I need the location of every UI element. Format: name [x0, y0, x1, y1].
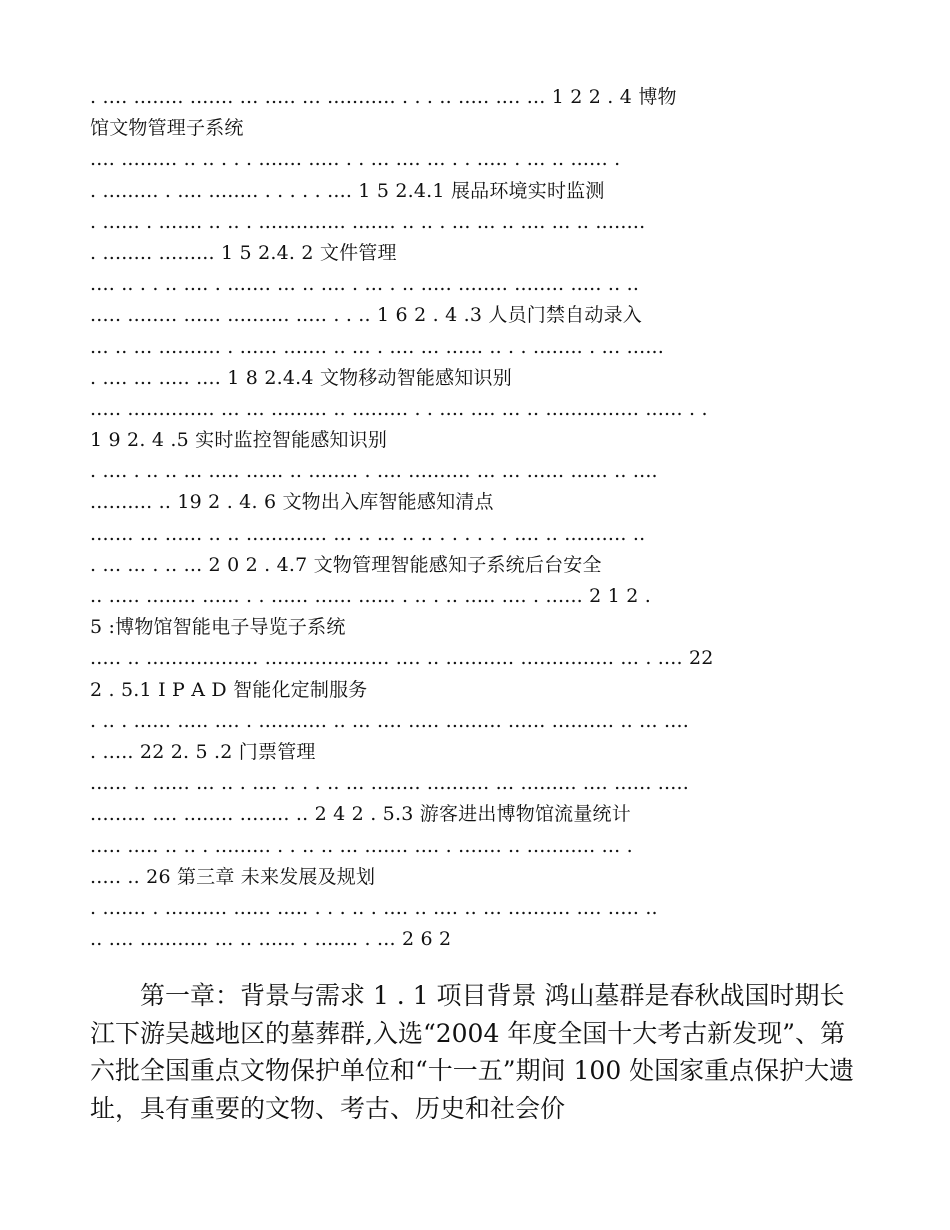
toc-line: ..... ..... .. .. . ......... . . .. .. ... ....... .... . ....... .. ........... ... .: [90, 834, 633, 857]
toc-line: ..... .............. ... ... ......... .. ......... . . .... .... ... .. ............... ...... . .: [90, 397, 708, 420]
table-of-contents: [90, 82, 860, 955]
toc-line: ...... .. ...... ... .. . .... .. . . .. ... ........ .......... ... ......... .... ...... .....: [90, 772, 689, 795]
toc-line: . ...... . ....... .. .. . .............. ....... .. .. . ... ... .. .... ... .. ........: [90, 210, 646, 233]
toc-line: ..... .. 26 第三章 未来发展及规划: [90, 865, 376, 888]
document-page: [90, 82, 860, 1127]
toc-line: 馆文物管理子系统: [90, 117, 244, 140]
toc-line: . ..... 22 2. 5 .2 门票管理: [90, 740, 316, 763]
toc-line: . ........ ......... 1 5 2.4. 2 文件管理: [90, 241, 397, 264]
toc-line: .... ......... .. .. . . . ....... ..... . . ... .... ... . . ..... . ... .. ...... .: [90, 148, 621, 171]
toc-line: .. .... ........... ... .. ...... . ....... . ... 2 6 2: [90, 928, 452, 951]
toc-line: ......... .... ........ ........ .. 2 4 2 . 5.3 游客进出博物馆流量统计: [90, 803, 631, 826]
toc-line: .. ..... ........ ...... . . ...... ...... ...... . .. . .. ..... .... . ...... 2 1 2 .: [90, 585, 651, 607]
toc-line: .... .. . . .. .... . ....... ... .. .... . ... . .. ..... ........ ........ ..... .. ..: [90, 273, 640, 296]
toc-line: . ....... . .......... ...... ..... . . . .. . .... .. .... .. ... .......... .... ..... ..: [90, 896, 658, 919]
toc-line: . .. . ...... ..... .... . ........... .. ... .... ..... ......... ...... .......... .. ... ....: [90, 709, 689, 732]
toc-line: 5 :博物馆智能电子导览子系统: [90, 616, 346, 639]
toc-line: . .... . .. .. ... ..... ...... .. ........ . .... .......... ... ... ...... ...... .. ....: [90, 460, 658, 483]
toc-line: . ......... . .... ........ . . . . . .... 1 5 2.4.1 展品环境实时监测: [90, 179, 605, 202]
toc-line: ... .. ... .......... . ...... ....... .. ... . .... ... ...... .. . . ........ . ... ......: [90, 335, 665, 358]
toc-line: ....... ... ...... .. .. ............. ... .. ... .. .. . . . . . . .... .. .......... ..: [90, 522, 646, 545]
toc-line: .......... .. 19 2 . 4. 6 文物出入库智能感知清点: [90, 491, 494, 514]
toc-line: ..... ........ ...... .......... ..... . . .. 1 6 2 . 4 .3 人员门禁自动录入: [90, 304, 642, 327]
toc-line: ..... .. .................. .................... .... .. ........... ............... ... . .... 22: [90, 647, 714, 670]
toc-line: . .... ........ ....... ... ..... ... ........... . . . .. ..... .... ... 1 2 2 . 4 博物: [90, 86, 677, 108]
toc-line: . ... ... . .. ... 2 0 2 . 4.7 文物管理智能感知子系统后台安全: [90, 553, 602, 576]
toc-line: . .... ... ..... .... 1 8 2.4.4 文物移动智能感知识别: [90, 366, 512, 389]
toc-line: 2 . 5.1 I P A D 智能化定制服务: [90, 678, 368, 701]
chapter-one-paragraph: 第一章：背景与需求 1 . 1 项目背景 鸿山墓群是春秋战国时期长江下游吴越地区的墓葬群,入选“2004 年度全国十大考古新发现”、第六批全国重点文物保护单位和“十一五”期间 100 处国家重点保护大遗址，具有重要的文物、考古、历史和社会价: [90, 981, 855, 1123]
toc-line: 1 9 2. 4 .5 实时监控智能感知识别: [90, 429, 388, 452]
